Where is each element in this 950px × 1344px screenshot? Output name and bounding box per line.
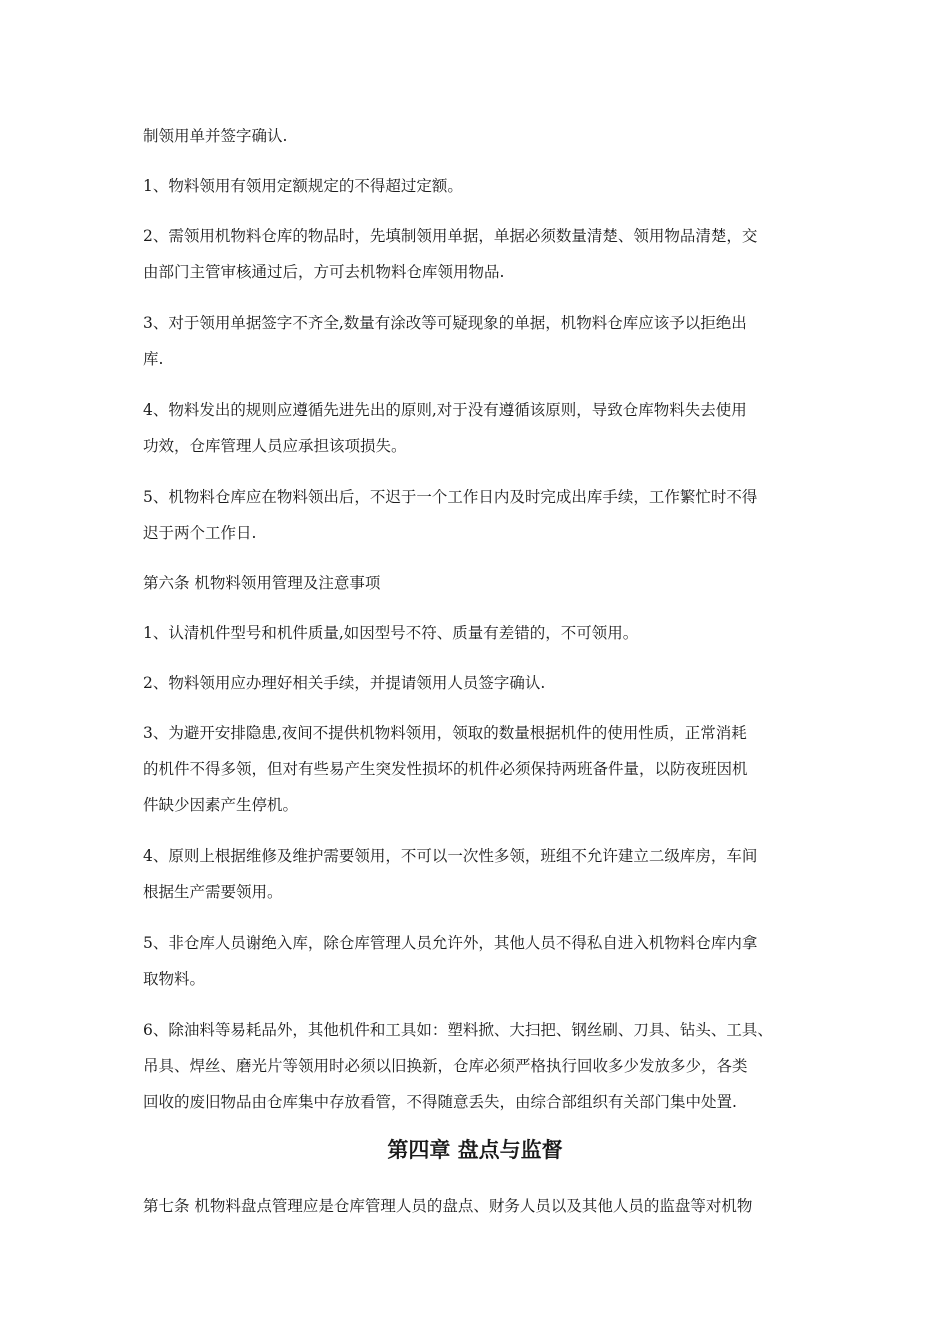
text-line: 制领用单并签字确认. <box>143 127 288 145</box>
text-line: 库. <box>143 350 164 368</box>
text-line: 1、物料领用有领用定额规定的不得超过定额。 <box>143 177 463 195</box>
text-line: 5、机物料仓库应在物料领出后，不迟于一个工作日内及时完成出库手续，工作繁忙时不得 <box>143 488 758 506</box>
text-line: 6、除油料等易耗品外，其他机件和工具如：塑料掀、大扫把、钢丝刷、刀具、钻头、工具、 <box>143 1021 773 1039</box>
text-line: 的机件不得多领，但对有些易产生突发性损坏的机件必须保持两班备件量，以防夜班因机 <box>143 760 748 778</box>
text-line: 吊具、焊丝、磨光片等领用时必须以旧换新，仓库必须严格执行回收多少发放多少，各类 <box>143 1057 748 1075</box>
text-line: 取物料。 <box>143 970 206 988</box>
text-line: 1、认清机件型号和机件质量,如因型号不符、质量有差错的，不可领用。 <box>143 624 639 642</box>
chapter-heading: 第四章 盘点与监督 <box>387 1138 563 1162</box>
text-line: 回收的废旧物品由仓库集中存放看管，不得随意丢失，由综合部组织有关部门集中处置. <box>143 1093 737 1111</box>
text-line: 3、为避开安排隐患,夜间不提供机物料领用，领取的数量根据机件的使用性质，正常消耗 <box>143 724 747 742</box>
text-line: 由部门主管审核通过后，方可去机物料仓库领用物品. <box>143 263 505 281</box>
text-line: 迟于两个工作日. <box>143 524 257 542</box>
text-line: 功效，仓库管理人员应承担该项损失。 <box>143 437 407 455</box>
text-line: 件缺少因素产生停机。 <box>143 796 299 814</box>
text-line: 3、对于领用单据签字不齐全,数量有涂改等可疑现象的单据，机物料仓库应该予以拒绝出 <box>143 314 747 332</box>
text-line: 4、原则上根据维修及维护需要领用，不可以一次性多领，班组不允许建立二级库房，车间 <box>143 847 758 865</box>
text-line: 根据生产需要领用。 <box>143 883 283 901</box>
text-line: 2、需领用机物料仓库的物品时，先填制领用单据，单据必须数量清楚、领用物品清楚，交 <box>143 227 758 245</box>
text-line: 4、物料发出的规则应遵循先进先出的原则,对于没有遵循该原则，导致仓库物料失去使用 <box>143 401 747 419</box>
article-seven-line: 第七条 机物料盘点管理应是仓库管理人员的盘点、财务人员以及其他人员的监盘等对机物 <box>143 1197 753 1215</box>
text-line: 5、非仓库人员谢绝入库，除仓库管理人员允许外，其他人员不得私自进入机物料仓库内拿 <box>143 934 758 952</box>
article-six-title: 第六条 机物料领用管理及注意事项 <box>143 574 381 592</box>
text-line: 2、物料领用应办理好相关手续，并提请领用人员签字确认. <box>143 674 546 692</box>
